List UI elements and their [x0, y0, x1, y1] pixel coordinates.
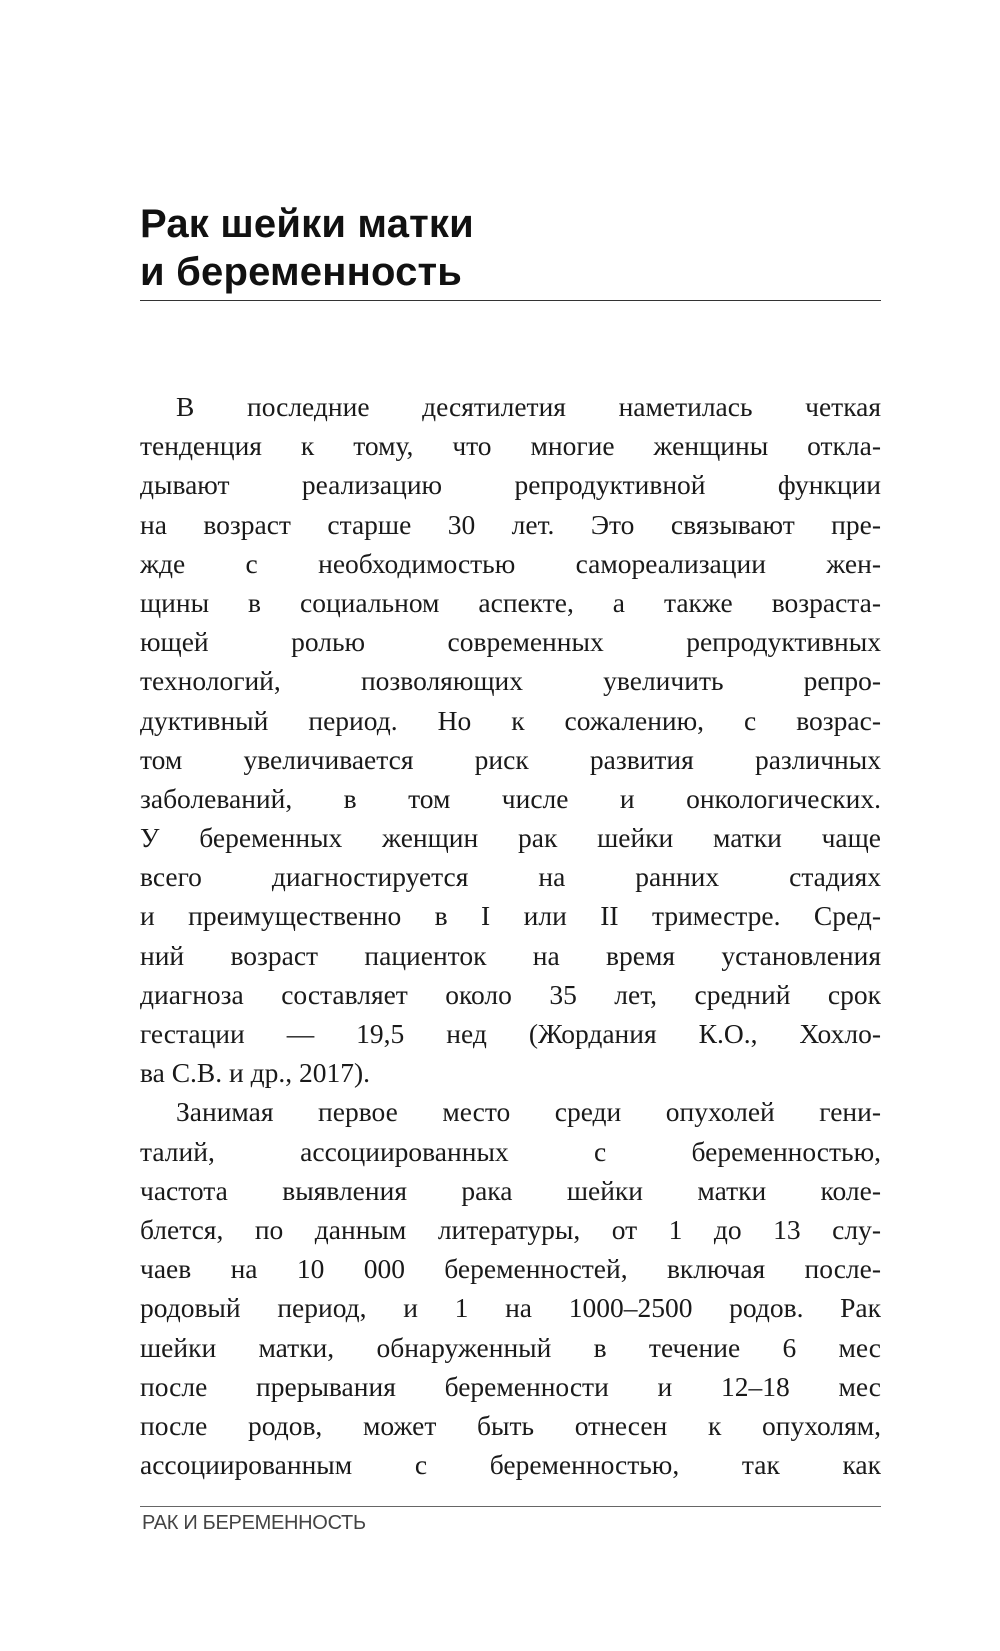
- body-text: [140, 387, 881, 1484]
- title-line-2: и беременность: [140, 250, 463, 294]
- title-divider: [140, 300, 881, 301]
- page-title: [140, 200, 880, 296]
- text-line: диагноза составляет около 35 лет, средний срок: [140, 978, 881, 1010]
- footer-divider: [140, 1506, 881, 1507]
- text-line: У беременных женщин рак шейки матки чаще: [140, 822, 881, 854]
- text-line: талий, ассоциированных с беременностью,: [140, 1135, 881, 1167]
- text-line: дуктивный период. Но к сожалению, с возрас-: [140, 704, 881, 736]
- text-line: технологий, позволяющих увеличить репро-: [140, 665, 881, 697]
- text-line: Занимая первое место среди опухолей гени-: [176, 1096, 881, 1128]
- text-line: всего диагностируется на ранних стадиях: [140, 861, 881, 893]
- text-line: ассоциированным с беременностью, так как: [140, 1449, 881, 1481]
- text-line: на возраст старше 30 лет. Это связывают пре-: [140, 508, 881, 540]
- running-head: РАК И БЕРЕМЕННОСТЬ: [142, 1512, 366, 1534]
- text-line: после родов, может быть отнесен к опухолям,: [140, 1409, 881, 1441]
- text-line: частота выявления рака шейки матки коле-: [140, 1174, 881, 1206]
- text-line: после прерывания беременности и 12–18 мес: [140, 1370, 881, 1402]
- text-line: щины в социальном аспекте, а также возраста-: [140, 586, 881, 618]
- text-line: ва С.В. и др., 2017).: [140, 1057, 371, 1089]
- title-line-1: Рак шейки матки: [140, 202, 474, 246]
- text-line: ний возраст пациенток на время установления: [140, 939, 881, 971]
- text-line: тенденция к тому, что многие женщины откла-: [140, 430, 881, 462]
- text-line: и преимущественно в I или II триместре. Сред-: [140, 900, 881, 932]
- text-line: блется, по данным литературы, от 1 до 13 слу-: [140, 1213, 881, 1245]
- text-line: жде с необходимостью самореализации жен-: [140, 547, 881, 579]
- text-line: заболеваний, в том числе и онкологических.: [140, 782, 881, 814]
- text-line: чаев на 10 000 беременностей, включая после-: [140, 1253, 881, 1285]
- text-line: ющей ролью современных репродуктивных: [140, 626, 881, 658]
- text-line: том увеличивается риск развития различных: [140, 743, 881, 775]
- text-line: дывают реализацию репродуктивной функции: [140, 469, 881, 501]
- text-line: гестации — 19,5 нед (Жордания К.О., Хохло-: [140, 1018, 881, 1049]
- text-line: В последние десятилетия наметилась четкая: [176, 391, 881, 422]
- text-line: шейки матки, обнаруженный в течение 6 мес: [140, 1331, 881, 1363]
- text-line: родовый период, и 1 на 1000–2500 родов. Рак: [140, 1292, 881, 1324]
